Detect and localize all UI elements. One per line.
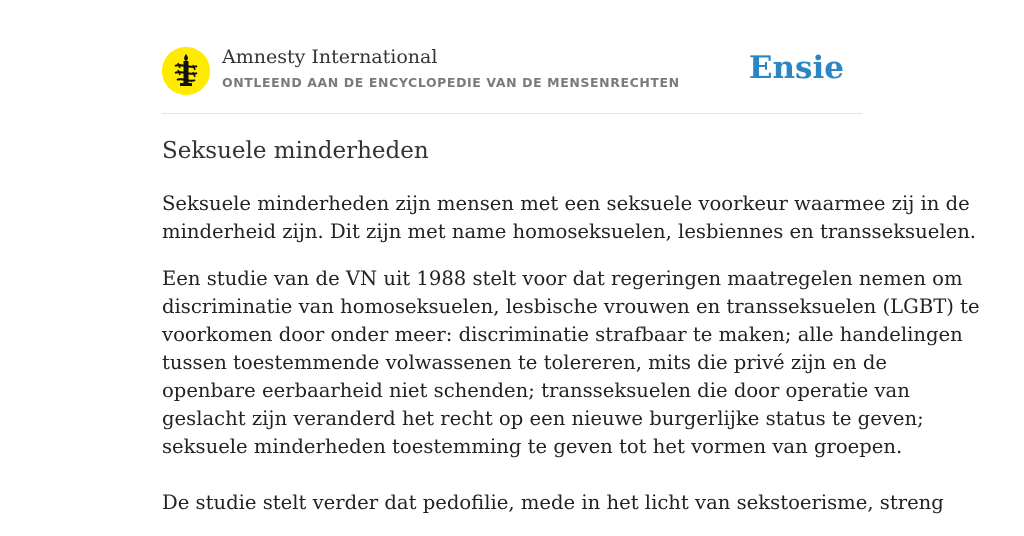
ensie-logo-link[interactable]: Ensie xyxy=(748,50,844,86)
paragraph-line: De studie stelt verder dat pedofilie, mede in het licht van sekstoerisme, streng xyxy=(162,491,944,514)
paragraph-line: geslacht zijn veranderd het recht op een nieuwe burgerlijke status te geven; xyxy=(162,407,924,430)
article xyxy=(162,138,980,536)
amnesty-candle-icon[interactable] xyxy=(162,47,210,95)
paragraph-line: minderheid zijn. Dit zijn met name homoseksuelen, lesbiennes en transseksuelen. xyxy=(162,220,977,243)
paragraph-line: seksuele minderheden toestemming te geven tot het vormen van groepen. xyxy=(162,435,903,458)
organization-name: Amnesty International xyxy=(222,46,438,68)
paragraph-line: voorkomen door onder meer: discriminatie strafbaar te maken; alle handelingen xyxy=(162,323,963,346)
header xyxy=(162,45,862,99)
article-title: Seksuele minderheden xyxy=(162,138,429,164)
article-paragraph xyxy=(162,489,944,517)
source-subtitle: ONTLEEND AAN DE ENCYCLOPEDIE VAN DE MENSENRECHTEN xyxy=(222,75,680,90)
paragraph-line: discriminatie van homoseksuelen, lesbische vrouwen en transseksuelen (LGBT) te xyxy=(162,295,980,318)
paragraph-line: Seksuele minderheden zijn mensen met een seksuele voorkeur waarmee zij in de xyxy=(162,192,970,215)
paragraph-line: tussen toestemmende volwassenen te tolereren, mits die privé zijn en de xyxy=(162,351,887,374)
paragraph-line: openbare eerbaarheid niet schenden; transseksuelen die door operatie van xyxy=(162,379,910,402)
article-paragraph xyxy=(162,265,980,461)
paragraph-line: Een studie van de VN uit 1988 stelt voor dat regeringen maatregelen nemen om xyxy=(162,267,963,290)
header-divider xyxy=(162,113,862,114)
article-paragraph xyxy=(162,190,977,246)
